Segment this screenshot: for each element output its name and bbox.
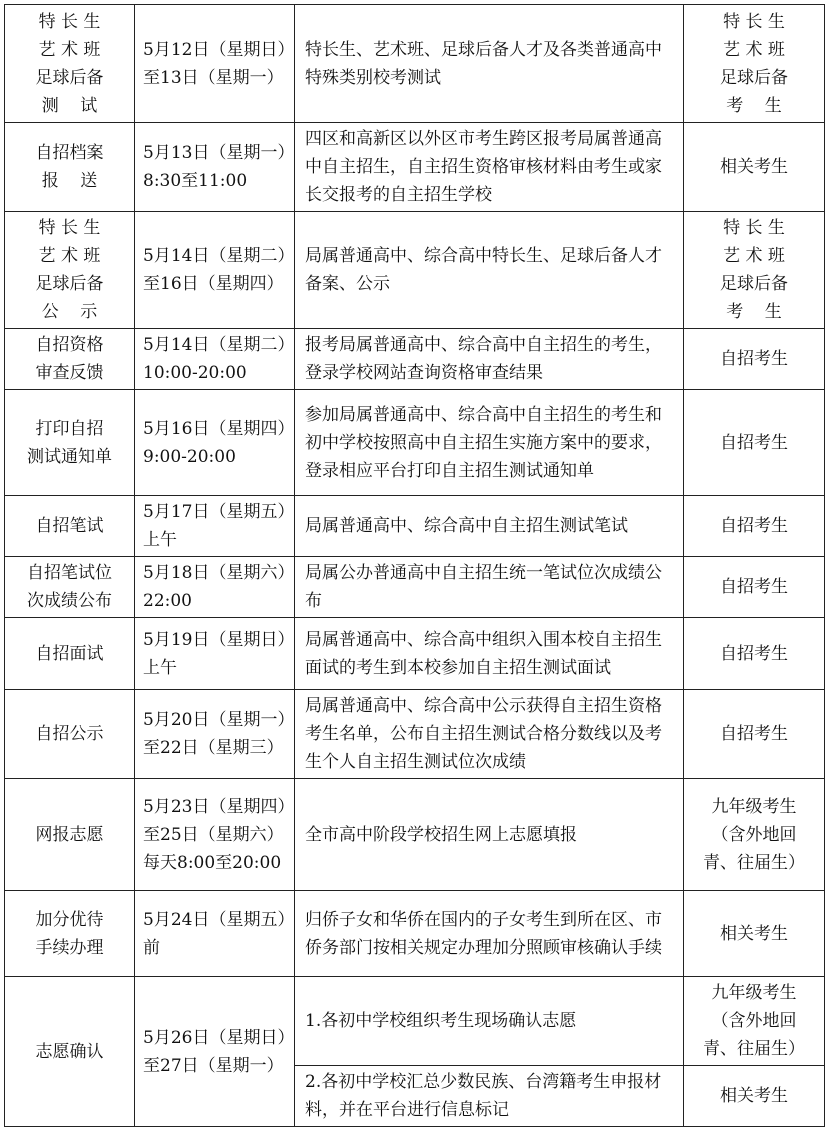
target-cell: 相关考生 [684, 1066, 825, 1127]
item-cell: 自招面试 [5, 618, 135, 690]
target-cell: 自招考生 [684, 690, 825, 779]
time-cell: 5月14日（星期二）10:00-20:00 [135, 329, 295, 390]
table-row [5, 123, 825, 212]
time-cell: 5月24日（星期五）前 [135, 891, 295, 977]
target-cell: 相关考生 [684, 123, 825, 212]
item-cell: 自招资格 审查反馈 [5, 329, 135, 390]
time-cell: 5月16日（星期四）9:00-20:00 [135, 390, 295, 496]
item-cell: 自招档案 报 送 [5, 123, 135, 212]
item-cell: 特 长 生 艺 术 班 足球后备 公 示 [5, 212, 135, 329]
target-cell: 自招考生 [684, 496, 825, 557]
time-cell: 5月19日（星期日）上午 [135, 618, 295, 690]
item-cell: 网报志愿 [5, 779, 135, 891]
target-cell: 自招考生 [684, 390, 825, 496]
content-cell: 特长生、艺术班、足球后备人才及各类普通高中特殊类别校考测试 [295, 5, 684, 123]
target-cell: 九年级考生 （含外地回 青、往届生） [684, 977, 825, 1066]
time-cell: 5月20日（星期一）至22日（星期三） [135, 690, 295, 779]
time-cell: 5月13日（星期一）8:30至11:00 [135, 123, 295, 212]
time-cell: 5月12日（星期日）至13日（星期一） [135, 5, 295, 123]
target-cell: 特 长 生 艺 术 班 足球后备 考 生 [684, 212, 825, 329]
content-cell: 局属公办普通高中自主招生统一笔试位次成绩公布 [295, 557, 684, 618]
table-row [5, 618, 825, 690]
content-cell: 局属普通高中、综合高中自主招生测试笔试 [295, 496, 684, 557]
content-cell: 局属普通高中、综合高中组织入围本校自主招生面试的考生到本校参加自主招生测试面试 [295, 618, 684, 690]
content-cell: 2.各初中学校汇总少数民族、台湾籍考生申报材料，并在平台进行信息标记 [295, 1066, 684, 1127]
item-cell: 特 长 生 艺 术 班 足球后备 测 试 [5, 5, 135, 123]
table-row [5, 390, 825, 496]
table-row [5, 977, 825, 1066]
content-cell: 局属普通高中、综合高中特长生、足球后备人才备案、公示 [295, 212, 684, 329]
content-cell: 归侨子女和华侨在国内的子女考生到所在区、市侨务部门按相关规定办理加分照顾审核确认手续 [295, 891, 684, 977]
table-row [5, 891, 825, 977]
time-cell: 5月14日（星期二）至16日（星期四） [135, 212, 295, 329]
item-cell: 打印自招 测试通知单 [5, 390, 135, 496]
content-cell: 局属普通高中、综合高中公示获得自主招生资格考生名单，公布自主招生测试合格分数线以及考生个人自主招生测试位次成绩 [295, 690, 684, 779]
table-row [5, 496, 825, 557]
table-row [5, 690, 825, 779]
time-cell: 5月26日（星期日）至27日（星期一） [135, 977, 295, 1127]
content-cell: 参加局属普通高中、综合高中自主招生的考生和初中学校按照高中自主招生实施方案中的要求，登录相应平台打印自主招生测试通知单 [295, 390, 684, 496]
item-cell: 加分优待 手续办理 [5, 891, 135, 977]
target-cell: 相关考生 [684, 891, 825, 977]
item-cell: 自招笔试 [5, 496, 135, 557]
item-cell: 志愿确认 [5, 977, 135, 1127]
time-cell: 5月17日（星期五）上午 [135, 496, 295, 557]
target-cell: 自招考生 [684, 557, 825, 618]
table-row [5, 329, 825, 390]
schedule-table [4, 4, 825, 1127]
table-row [5, 779, 825, 891]
time-cell: 5月18日（星期六）22:00 [135, 557, 295, 618]
target-cell: 自招考生 [684, 618, 825, 690]
table-row [5, 5, 825, 123]
item-cell: 自招笔试位 次成绩公布 [5, 557, 135, 618]
table-row [5, 212, 825, 329]
content-cell: 报考局属普通高中、综合高中自主招生的考生，登录学校网站查询资格审查结果 [295, 329, 684, 390]
target-cell: 九年级考生 （含外地回 青、往届生） [684, 779, 825, 891]
target-cell: 自招考生 [684, 329, 825, 390]
target-cell: 特 长 生 艺 术 班 足球后备 考 生 [684, 5, 825, 123]
content-cell: 四区和高新区以外区市考生跨区报考局属普通高中自主招生，自主招生资格审核材料由考生或家长交报考的自主招生学校 [295, 123, 684, 212]
table-row [5, 557, 825, 618]
content-cell: 全市高中阶段学校招生网上志愿填报 [295, 779, 684, 891]
content-cell: 1.各初中学校组织考生现场确认志愿 [295, 977, 684, 1066]
time-cell: 5月23日（星期四）至25日（星期六）每天8:00至20:00 [135, 779, 295, 891]
item-cell: 自招公示 [5, 690, 135, 779]
